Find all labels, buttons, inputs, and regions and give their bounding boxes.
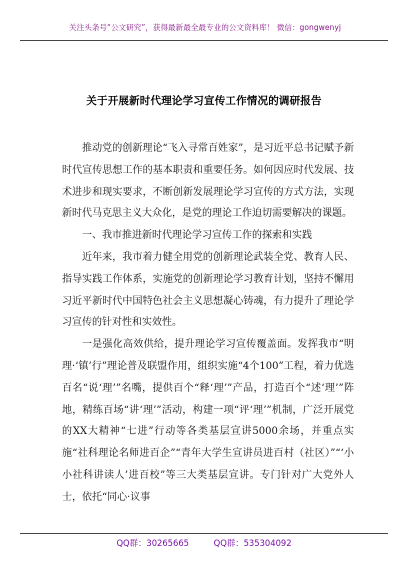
qq-group-1: QQ群：30265665: [116, 538, 189, 548]
footer-divider: [20, 533, 388, 534]
document-body: [62, 138, 354, 509]
header-divider: [20, 40, 388, 41]
paragraph: 近年来，我市着力健全用党的创新理论武装全党、教育人民、指导实践工作体系，实施党的创新理论学习教育计划，坚持不懈用习近平新时代中国特色社会主义思想凝心铸魂，有力提升了理论学习宣传的针对性和实效性。: [62, 251, 354, 329]
paragraph: 一是强化高效供给，提升理论学习宣传覆盖面。发挥我市“明理·‘镇’行”理论普及联盟作用，组织实施“4个100”工程，着力优选百名“说‘理’”名嘴，提供百个“释‘理’”产品，打造百个“述‘理’”阵地，精练百场“讲‘理’”活动，构建一项“评‘理’”机制，广泛开展党的XX大精神“七进”行动等各类基层宣讲5000余场，并重点实施“社科理论名师进百企”“青年大学生宣讲员进百村（社区）”“‘小小社科讲读人’进百校”等三大类基层宣讲。专门针对广大党外人士，依托“同心·议事: [62, 339, 354, 503]
paragraph: 推动党的创新理论“飞入寻常百姓家”，是习近平总书记赋予新时代宣传思想工作的基本职责和重要任务。如何因应时代发展、技术进步和现实要求，不断创新发展理论学习宣传的方式方法，实现新时代马克思主义大众化，是党的理论工作迫切需要解决的课题。: [62, 143, 354, 220]
section-heading: 一、我市推进新时代理论学习宣传工作的探索和实践: [82, 230, 312, 242]
qq-group-2: QQ群：535304092: [213, 538, 292, 548]
document-title: 关于开展新时代理论学习宣传工作情况的调研报告: [86, 95, 322, 107]
footer-contact: [0, 537, 408, 549]
header-banner: 关注头条号“公文研究”，获得最新最全最专业的公文资料库！ 微信：gongwenyj: [69, 23, 341, 32]
